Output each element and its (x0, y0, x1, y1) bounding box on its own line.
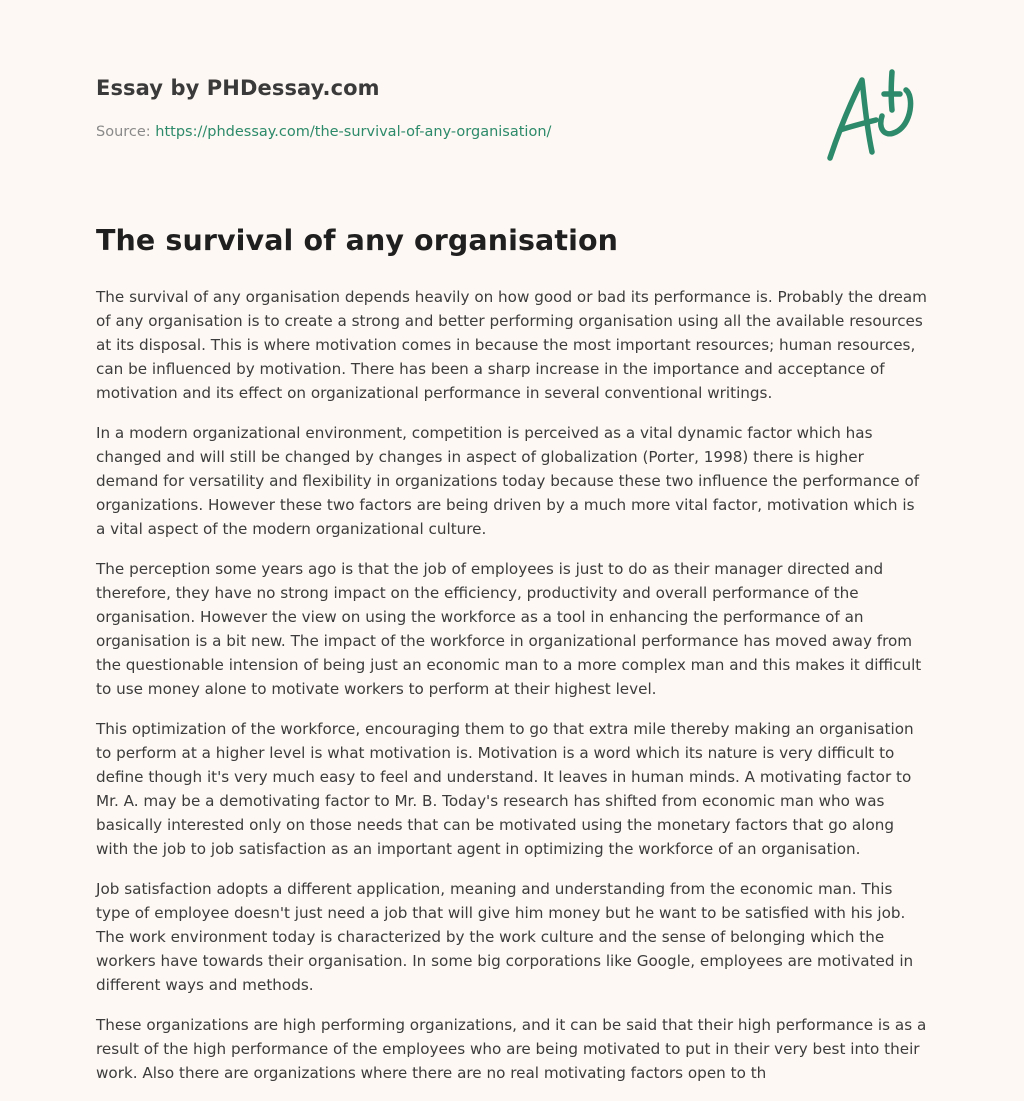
essay-paragraph: These organizations are high performing organizations, and it can be said that their high performance is as a result of the high performance of the employees who are being motivated to put in their very best into their work. Also there are organizations where there are no real motivating factors open to th (96, 1016, 927, 1082)
brand-title: Essay by PHDessay.com (96, 76, 380, 100)
essay-paragraph: The perception some years ago is that the job of employees is just to do as their manager directed and therefore, they have no strong impact on the efficiency, productivity and overall performance of the organisation. However the view on using the workforce as a tool in enhancing the performance of an organisation is a bit new. The impact of the workforce in organizational performance has moved away from the questionable intension of being just an economic man to a more complex man and this makes it difficult to use money alone to motivate workers to perform at their highest level. (96, 560, 922, 698)
source-label: Source: (96, 124, 156, 140)
essay-paragraph: The survival of any organisation depends heavily on how good or bad its performance is. Probably the dream of any organisation is to create a strong and better performing organisation using all the available resources at its disposal. This is where motivation comes in because the most important resources; human resources, can be influenced by motivation. There has been a sharp increase in the importance and acceptance of motivation and its effect on organizational performance in several conventional writings. (96, 288, 927, 402)
a-plus-logo-icon (822, 68, 926, 164)
source-line (96, 124, 551, 140)
source-link[interactable]: https://phdessay.com/the-survival-of-any-organisation/ (155, 124, 552, 140)
essay-title: The survival of any organisation (96, 224, 619, 257)
essay-paragraph: This optimization of the workforce, encouraging them to go that extra mile thereby making an organisation to perform at a higher level is what motivation is. Motivation is a word which its nature is very difficult to define though it's very much easy to feel and understand. It leaves in human minds. A motivating factor to Mr. A. may be a demotivating factor to Mr. B. Today's research has shifted from economic man who was basically interested only on those needs that can be motivated using the monetary factors that go along with the job to job satisfaction as an important agent in optimizing the workforce of an organisation. (96, 720, 914, 858)
essay-paragraph: In a modern organizational environment, competition is perceived as a vital dynamic factor which has changed and will still be changed by changes in aspect of globalization (Porter, 1998) there is higher demand for versatility and flexibility in organizations today because these two influence the performance of organizations. However these two factors are being driven by a much more vital factor, motivation which is a vital aspect of the modern organizational culture. (96, 424, 920, 538)
essay-paragraph: Job satisfaction adopts a different application, meaning and understanding from the economic man. This type of employee doesn't just need a job that will give him money but he want to be satisfied with his job. The work environment today is characterized by the work culture and the sense of belonging which the workers have towards their organisation. In some big corporations like Google, employees are motivated in different ways and methods. (96, 880, 914, 994)
essay-body (96, 285, 928, 1101)
